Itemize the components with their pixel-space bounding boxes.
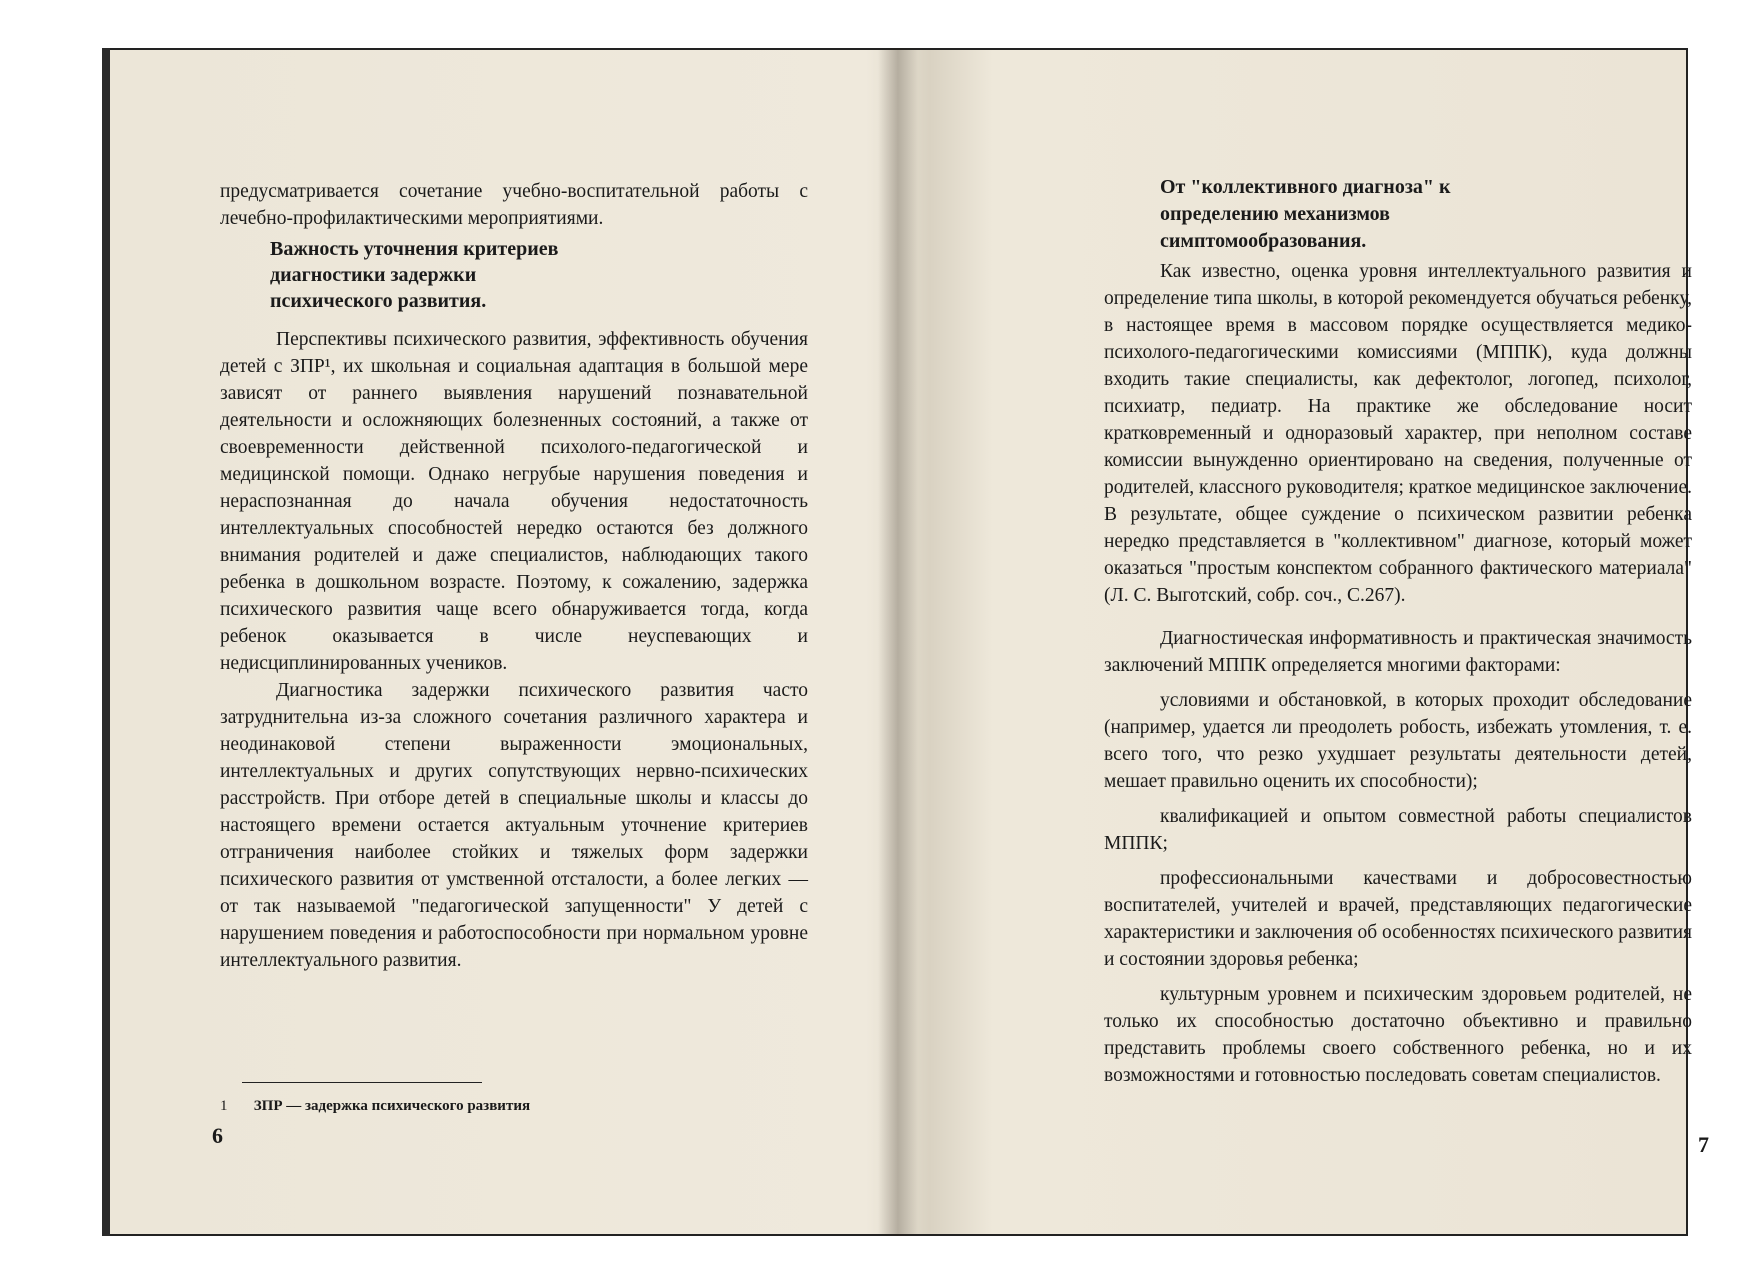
right-page — [908, 48, 1709, 1236]
footnote — [220, 1098, 740, 1115]
footnote-text: ЗПР — задержка психического развития — [253, 1098, 531, 1114]
book-spread — [108, 48, 1709, 1236]
right-paragraph-2: Диагностическая информативность и практическая значимость заключений МППК определяется многими факторами: — [1104, 628, 1692, 676]
right-item-3: профессиональными качествами и добросовестностью воспитателей, учителей и врачей, представляющих педагогические характеристики и заключения об особенностях психического развития и состоянии здоровья ребенка; — [1104, 868, 1692, 970]
page-number-right: 7 — [1698, 1132, 1709, 1157]
right-heading: От "коллективного диагноза" к определению механизмов симптомообразования. — [1160, 176, 1451, 252]
left-paragraph-1: Перспективы психического развития, эффективность обучения детей с ЗПР¹, их школьная и социальная адаптация в большой мере зависят от раннего выявления нарушений познавательной деятельности и осложняющих болезненных состояний, а также от своевременности действенной психолого-педагогической и медицинской помощи. Однако негрубые нарушения поведения и нераспознанная до начала обучения недостаточность интеллектуальных способностей нередко остаются без должного внимания родителей и даже специалистов, наблюдающих такого ребенка в дошкольном возрасте. Поэтому, к сожалению, задержка психического развития чаще всего обнаруживается тогда, когда ребенок оказывается в числе неуспевающих и недисциплинированных учеников. — [220, 329, 808, 674]
left-heading: Важность уточнения критериев диагностики задержки психического развития. — [270, 238, 559, 312]
left-intro — [220, 178, 808, 232]
right-body — [1104, 258, 1692, 1089]
right-item-4: культурным уровнем и психическим здоровьем родителей, не только их способностью достаточно объективно и правильно представить проблемы своего собственного ребенка, но и их возможностями и готовностью последовать советам специалистов. — [1104, 984, 1692, 1086]
footnote-mark: 1 — [220, 1098, 228, 1114]
right-item-1: условиями и обстановкой, в которых проходит обследование (например, удается ли преодолеть робость, избежать утомления, т. е. всего того, что резко ухудшает результаты деятельности детей, мешает правильно оценить их способности); — [1104, 690, 1692, 792]
left-body — [220, 326, 808, 974]
left-page — [108, 48, 888, 1236]
footnote-divider — [242, 1082, 482, 1083]
page-number-left: 6 — [212, 1123, 223, 1148]
right-paragraph-1: Как известно, оценка уровня интеллектуального развития и определение типа школы, в которой рекомендуется обучаться ребенку, в настоящее время в массовом порядке осуществляется медико-психолого-педагогическими комиссиями (МППК), куда должны входить такие специалисты, как дефектолог, логопед, психолог, психиатр, педиатр. На практике же обследование носит кратковременный и одноразовый характер, при неполном составе комиссии вынужденно ориентировано на сведения, полученные от родителей, классного руководителя; краткое медицинское заключение. В результате, общее суждение о психическом развитии ребенка нередко представляется в "коллективном" диагнозе, который может оказаться "простым конспектом собранного фактического материала" (Л. С. Выготский, собр. соч., С.267). — [1104, 261, 1693, 606]
left-paragraph-2: Диагностика задержки психического развития часто затруднительна из-за сложного сочетания различного характера и неодинаковой степени выраженности эмоциональных, интеллектуальных и других сопутствующих нервно-психических расстройств. При отборе детей в специальные школы и классы до настоящего времени остается актуальным уточнение критериев отграничения наиболее стойких и тяжелых форм задержки психического развития от умственной отсталости, а более легких — от так называемой "педагогической запущенности" У детей с нарушением поведения и работоспособности при нормальном уровне интеллектуального развития. — [220, 680, 808, 971]
left-intro-text: предусматривается сочетание учебно-воспитательной работы с лечебно-профилактическими мероприятиями. — [220, 181, 808, 229]
right-item-2: квалификацией и опытом совместной работы специалистов МППК; — [1104, 806, 1692, 854]
